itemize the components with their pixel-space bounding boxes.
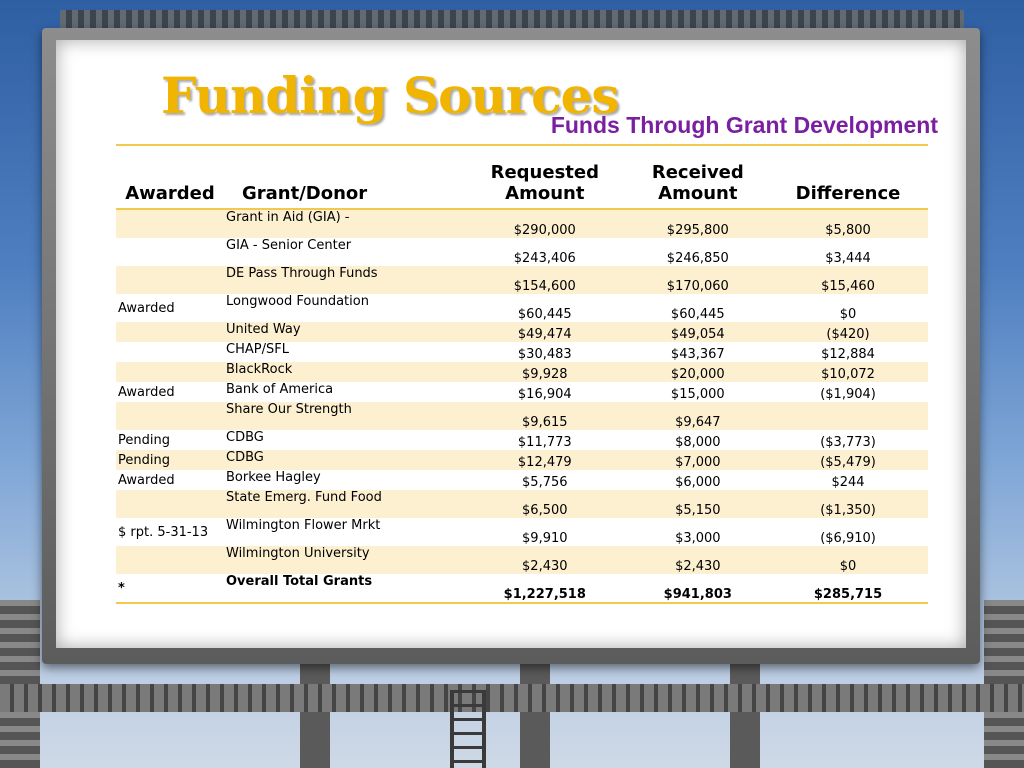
cell-donor: Wilmington University [224,546,462,574]
cell-difference: ($420) [768,322,928,342]
cell-difference: $244 [831,475,865,490]
cell-difference: ($1,904) [820,387,876,402]
table-row [116,546,928,574]
table-row [116,209,928,238]
cell-donor: State Emerg. Fund Food [224,490,462,518]
cell-status: * [118,580,125,596]
cell-difference: ($3,773) [820,435,876,450]
cell-status [116,362,224,382]
cell-received: $5,150 [628,490,768,518]
cell-difference: $0 [768,546,928,574]
cell-difference: ($6,910) [820,531,876,546]
table-row [116,450,928,470]
page-title: Funding Sources [161,66,619,125]
cell-requested: $60,445 [517,307,572,322]
cell-received: $60,445 [670,307,725,322]
cell-requested: $12,479 [462,450,628,470]
support-post [300,660,330,768]
cell-status [116,238,224,266]
cell-received: $170,060 [628,266,768,294]
cell-status: Pending [116,450,224,470]
cell-received: $49,054 [628,322,768,342]
cell-status [116,266,224,294]
cell-received: $15,000 [670,387,725,402]
table-row [116,342,928,362]
catwalk [0,684,1024,712]
cell-received: $246,850 [666,251,729,266]
cell-status: Awarded [118,384,175,400]
cell-requested: $9,910 [522,531,568,546]
cell-requested: $1,227,518 [503,587,586,602]
cell-donor: DE Pass Through Funds [224,266,462,294]
cell-status: $ rpt. 5-31-13 [118,524,209,540]
cell-requested: $2,430 [462,546,628,574]
cell-donor: Longwood Foundation [226,294,369,309]
table-row [116,266,928,294]
cell-received: $20,000 [628,362,768,382]
table-row [116,490,928,518]
cell-difference: ($5,479) [768,450,928,470]
cell-requested: $49,474 [462,322,628,342]
cell-status: Pending [118,432,170,448]
cell-donor: CHAP/SFL [226,342,289,357]
table-row [116,430,928,450]
cell-received: $2,430 [628,546,768,574]
cell-requested: $243,406 [513,251,576,266]
cell-difference: $285,715 [813,587,883,602]
table-row [116,294,928,322]
cell-status [116,546,224,574]
cell-status [116,322,224,342]
cell-donor: BlackRock [224,362,462,382]
cell-status: Awarded [118,472,175,488]
cell-requested: $9,615 [462,402,628,430]
cell-requested: $290,000 [462,209,628,238]
cell-requested: $30,483 [517,347,572,362]
cell-donor: Borkee Hagley [226,470,321,485]
cell-donor: Share Our Strength [224,402,462,430]
cell-difference: $5,800 [768,209,928,238]
cell-donor: Wilmington Flower Mrkt [226,518,381,533]
support-post [520,660,550,768]
billboard-panel [56,40,966,648]
table-row [116,518,928,546]
cell-donor: United Way [224,322,462,342]
cell-difference: $15,460 [768,266,928,294]
cell-requested: $11,773 [517,435,572,450]
cell-donor: Bank of America [226,382,334,397]
cell-status: Awarded [118,300,175,316]
page-subtitle: Funds Through Grant Development [550,112,938,138]
cell-received: $941,803 [663,587,732,602]
cell-difference: $10,072 [768,362,928,382]
header-donor: Grant/Donor [224,145,462,209]
cell-received: $295,800 [628,209,768,238]
cell-donor: CDBG [226,430,264,445]
cell-donor: CDBG [224,450,462,470]
header-awarded: Awarded [116,145,224,209]
table-row [116,238,928,266]
table-row [116,470,928,490]
cell-requested: $154,600 [462,266,628,294]
billboard [42,28,980,664]
cell-requested: $16,904 [517,387,572,402]
grants-table [116,144,928,604]
cell-difference: $3,444 [825,251,871,266]
cell-status [116,209,224,238]
table-row [116,382,928,402]
total-row [116,574,928,603]
table-row [116,362,928,382]
cell-received: $43,367 [670,347,725,362]
cell-requested: $6,500 [462,490,628,518]
cell-received: $7,000 [628,450,768,470]
cell-donor: Overall Total Grants [226,574,373,589]
cell-status [116,490,224,518]
cell-received: $8,000 [675,435,721,450]
cell-difference: $0 [839,307,857,322]
cell-received: $3,000 [675,531,721,546]
table-row [116,322,928,342]
cell-donor: GIA - Senior Center [226,238,352,253]
ladder [450,690,486,768]
cell-requested: $9,928 [462,362,628,382]
table-header-row [116,145,928,209]
cell-status [116,402,224,430]
header-received: Received Amount [628,145,768,209]
cell-donor: Grant in Aid (GIA) - [224,209,462,238]
cell-difference: ($1,350) [768,490,928,518]
cell-difference: $12,884 [821,347,875,362]
header-requested: Requested Amount [462,145,628,209]
cell-received: $9,647 [628,402,768,430]
support-post [730,660,760,768]
cell-status [116,342,224,362]
header-difference: Difference [768,145,928,209]
cell-requested: $5,756 [522,475,568,490]
table-row [116,402,928,430]
cell-received: $6,000 [675,475,721,490]
cell-difference [768,402,928,430]
